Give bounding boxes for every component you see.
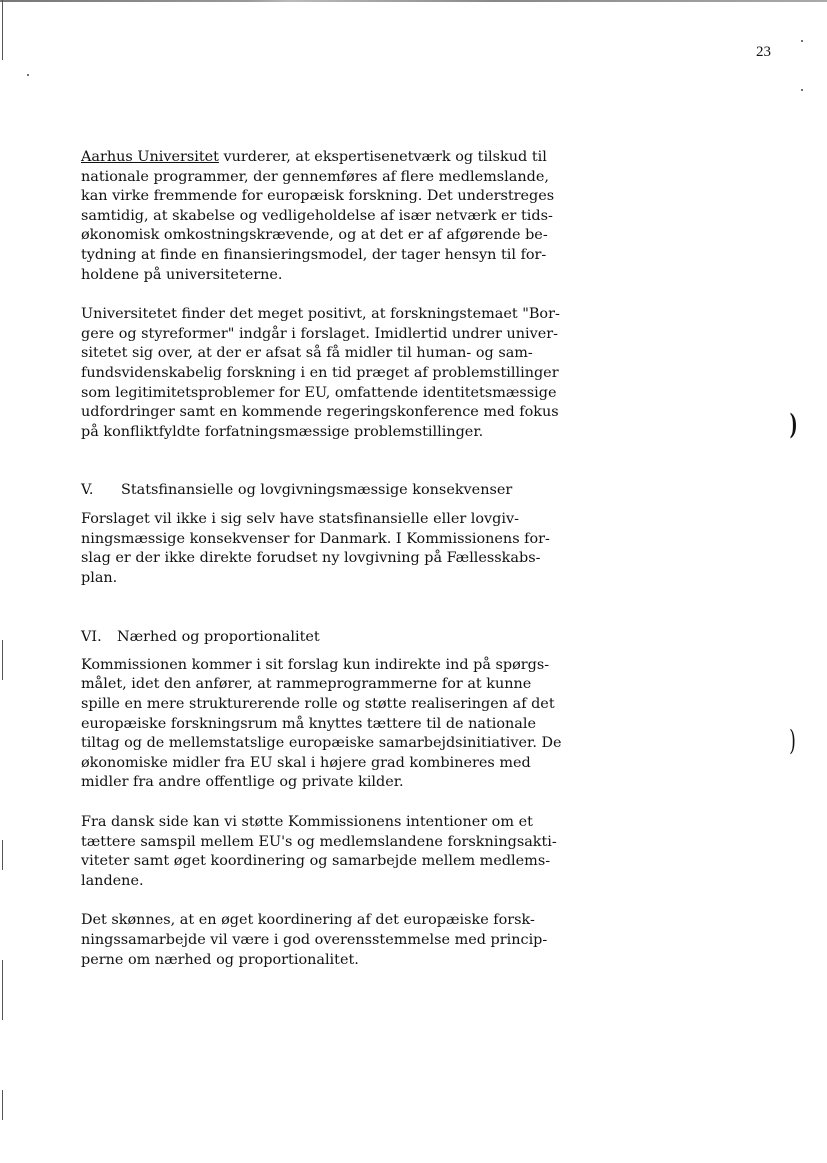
left-scan-edge bbox=[2, 0, 3, 60]
paragraph-det-skonnes: Det skønnes, at en øget koordinering af det europæiske forsk- ningssamarbejde vil være i god overensstemmelse med princip- perne om nærhed og proportionalitet. bbox=[81, 912, 548, 968]
document-body bbox=[81, 148, 593, 970]
scan-speck bbox=[801, 40, 803, 42]
punch-hole-mark: ) bbox=[789, 724, 796, 757]
paragraph-kommissionen: Kommissionen kommer i sit forslag kun indirekte ind på spørgs- målet, idet den anfører, at rammeprogrammerne for at kunne spille en mere strukturerende rolle og støtte realiseringen af det europæiske forskningsrum må knyttes tættere til de nationale tiltag og de mellemstatslige europæiske samarbejdsinitiativer. De økonomiske midler fra EU skal i højere grad kombineres med midler fra andre offentlige og private kilder. bbox=[81, 656, 562, 791]
paragraph-dansk-side: Fra dansk side kan vi støtte Kommissionens intentioner om et tættere samspil mellem EU's og medlemslandene forskningsakti- viteter samt øget koordinering og samarbejde mellem medlems- landene. bbox=[81, 814, 557, 889]
page-number: 23 bbox=[756, 44, 771, 60]
institution-name: Aarhus Universitet bbox=[81, 149, 219, 165]
scan-speck bbox=[801, 89, 803, 91]
section-number: VI. bbox=[81, 629, 102, 646]
section-title: Statsfinansielle og lovgivningsmæssige konsekvenser bbox=[121, 482, 513, 499]
section-heading-vi bbox=[81, 628, 593, 648]
left-scan-edge bbox=[2, 1090, 3, 1120]
top-scan-edge bbox=[0, 0, 827, 2]
scan-speck bbox=[27, 74, 29, 76]
punch-hole-mark: ) bbox=[789, 408, 798, 441]
left-scan-edge bbox=[2, 840, 3, 870]
section-heading-v bbox=[81, 481, 593, 501]
section-number: V. bbox=[81, 482, 94, 499]
paragraph-aarhus: Aarhus Universitet vurderer, at ekspertisenetværk og tilskud til nationale programmer, der gennemføres af flere medlemslande, kan virke fremmende for europæisk forskning. Det understreges samtidig, at skabelse og vedligeholdelse af især netværk er tids- økonomisk omkostningskrævende, og at det er af afgørende be- tydning at finde en finansieringsmodel, der tager hensyn til for- holdene på universiteterne. bbox=[81, 149, 555, 283]
section-title: Nærhed og proportionalitet bbox=[117, 629, 320, 646]
left-scan-edge bbox=[2, 640, 3, 680]
paragraph-universitetet: Universitetet finder det meget positivt, at forskningstemaet "Bor- gere og styreformer" indgår i forslaget. Imidlertid undrer univer- sitetet sig over, at der er afsat så få midler til human- og sam- fundsvidenskabelig forskning i en tid præget af problemstillinger som legitimitetsproblemer for EU, omfattende identitetsmæssige udfordringer samt en kommende regeringskonference med fokus på konfliktfyldte forfatningsmæssige problemstillinger. bbox=[81, 306, 560, 440]
paragraph-statsfinansielle: Forslaget vil ikke i sig selv have statsfinansielle eller lovgiv- ningsmæssige konsekvenser for Danmark. I Kommissionens for- slag er der ikke direkte forudset ny lovgivning på Fællesskabs- plan. bbox=[81, 510, 550, 586]
left-scan-edge bbox=[2, 960, 3, 1020]
